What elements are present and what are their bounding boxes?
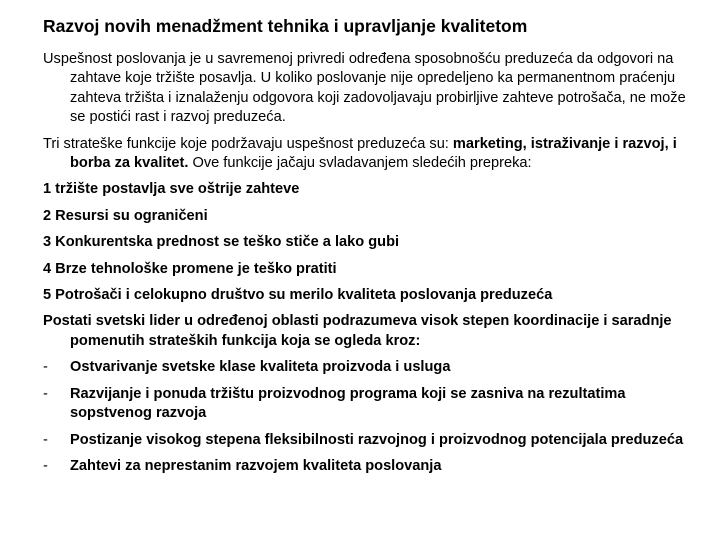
bullet-marker: - bbox=[43, 457, 48, 474]
bullet-item bbox=[43, 457, 693, 476]
obstacle-item: 4 Brze tehnološke promene je teško pratiti bbox=[43, 260, 337, 277]
slide-body bbox=[43, 50, 693, 483]
leader-paragraph: Postati svetski lider u određenoj oblasti podrazumeva visok stepen koordinacije i saradnje pomenutih strateških funkcija koja se ogleda kroz: bbox=[43, 313, 672, 349]
bullet-item bbox=[43, 431, 693, 450]
slide-title: Razvoj novih menadžment tehnika i upravljanje kvalitetom bbox=[43, 16, 528, 36]
bullet-text: Postizanje visokog stepena fleksibilnosti razvojnog i proizvodnog potencijala preduzeća bbox=[70, 431, 684, 448]
functions-bold-text: marketing, istraživanje i razvoj, i borba za kvalitet. bbox=[70, 135, 677, 172]
bullet-marker: - bbox=[43, 359, 48, 376]
obstacle-item: 2 Resursi su ograničeni bbox=[43, 207, 208, 224]
obstacle-item: 1 tržište postavlja sve oštrije zahteve bbox=[43, 181, 300, 198]
functions-paragraph bbox=[43, 135, 693, 174]
bullet-text: Zahtevi za neprestanim razvojem kvaliteta poslovanja bbox=[70, 457, 442, 474]
bullet-marker: - bbox=[43, 385, 48, 402]
bullet-marker: - bbox=[43, 431, 48, 448]
intro-paragraph: Uspešnost poslovanja je u savremenoj privredi određena sposobnošću preduzeća da odgovori na zahtave koje tržište posavlja. U koliko poslovanje nije opredeljeno ka permanentnom praćenju zahteva tržišta i iznalaženju odgovora koji zadovoljavaju probirljive zahteve potrošača, ne može se postići rast i razvoj preduzeća. bbox=[43, 51, 686, 126]
functions-tail-text: Ove funkcije jačaju svladavanjem sledećih prepreka: bbox=[188, 155, 532, 172]
bullet-item bbox=[43, 358, 693, 377]
bullet-text: Ostvarivanje svetske klase kvaliteta proizvoda i usluga bbox=[70, 359, 451, 376]
bullet-text: Razvijanje i ponuda tržištu proizvodnog programa koji se zasniva na rezultatima sopstvenog razvoja bbox=[70, 385, 626, 422]
functions-lead-text: Tri strateške funkcije koje podržavaju uspešnost preduzeća su: bbox=[43, 135, 453, 152]
obstacle-item: 3 Konkurentska prednost se teško stiče a lako gubi bbox=[43, 234, 400, 251]
bullet-item bbox=[43, 385, 693, 424]
obstacle-item: 5 Potrošači i celokupno društvo su merilo kvaliteta poslovanja preduzeća bbox=[43, 287, 553, 304]
